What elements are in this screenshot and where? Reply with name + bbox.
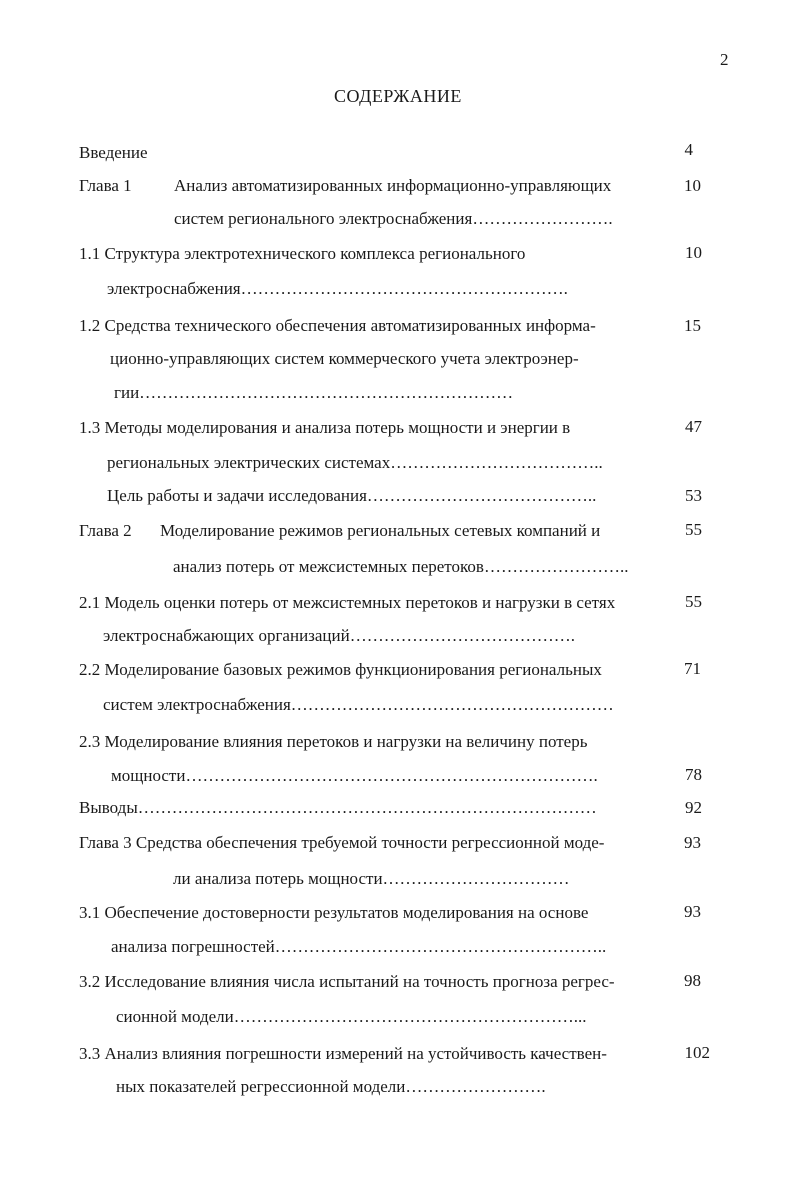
toc-page-number: 102 [684, 1043, 710, 1062]
toc-page-number: 93 [684, 902, 701, 921]
toc-line: 1.3 Методы моделирования и анализа потерь мощности и энергии в [79, 418, 571, 437]
toc-chapter-label: Глава 2 [79, 521, 132, 540]
toc-line: мощности………………………………………………………………. [111, 766, 598, 785]
page-number: 2 [720, 50, 729, 69]
toc-line: Анализ автоматизированных информационно-управляющих [174, 176, 612, 195]
toc-line: 3.1 Обеспечение достоверности результатов моделирования на основе [79, 903, 589, 922]
toc-page-number: 55 [685, 520, 702, 539]
toc-line: 2.2 Моделирование базовых режимов функционирования региональных [79, 660, 602, 679]
toc-line: электроснабжения…………………………………………………. [107, 279, 568, 298]
toc-line: Введение [79, 143, 148, 162]
toc-line: Цель работы и задачи исследования………………………………….. [107, 486, 597, 505]
toc-line: 1.1 Структура электротехнического комплекса регионального [79, 244, 526, 263]
toc-page-number: 78 [685, 765, 702, 784]
toc-line: ных показателей регрессионной модели……………………. [116, 1077, 546, 1096]
toc-line: региональных электрических системах……………………………….. [107, 453, 603, 472]
toc-page-number: 4 [684, 140, 693, 159]
toc-page-number: 55 [685, 592, 702, 611]
toc-line: электроснабжающих организаций…………………………………. [103, 626, 575, 645]
toc-page-number: 10 [684, 176, 701, 195]
toc-line: систем регионального электроснабжения……………………. [174, 209, 613, 228]
toc-line: Глава 3 Средства обеспечения требуемой точности регрессионной моде- [79, 833, 605, 852]
toc-line: сионной модели……………………………………………………... [116, 1007, 587, 1026]
toc-page-number: 47 [685, 417, 702, 436]
toc-page-number: 10 [685, 243, 702, 262]
toc-line: 1.2 Средства технического обеспечения автоматизированных информа- [79, 316, 596, 335]
toc-line: ционно-управляющих систем коммерческого учета электроэнер- [110, 349, 579, 368]
toc-line: систем электроснабжения………………………………………………… [103, 695, 614, 714]
toc-line: гии………………………………………………………… [114, 383, 514, 402]
toc-line: анализа погрешностей………………………………………………….. [111, 937, 607, 956]
toc-line: 3.3 Анализ влияния погрешности измерений на устойчивость качествен- [79, 1044, 607, 1063]
toc-page-number: 71 [684, 659, 701, 678]
toc-page-number: 98 [684, 971, 701, 990]
toc-page-number: 53 [685, 486, 702, 505]
toc-line: анализ потерь от межсистемных перетоков…………………….. [173, 557, 629, 576]
toc-line: 2.3 Моделирование влияния перетоков и нагрузки на величину потерь [79, 732, 588, 751]
toc-chapter-label: Глава 1 [79, 176, 132, 195]
toc-page-number: 93 [684, 833, 701, 852]
toc-page-number: 92 [685, 798, 702, 817]
toc-line: 3.2 Исследование влияния числа испытаний на точность прогноза регрес- [79, 972, 615, 991]
toc-line: Выводы……………………………………………………………………… [79, 798, 597, 817]
page-title: СОДЕРЖАНИЕ [334, 86, 462, 106]
toc-line: ли анализа потерь мощности…………………………… [173, 869, 570, 888]
toc-line: Моделирование режимов региональных сетевых компаний и [160, 521, 601, 540]
toc-page-number: 15 [684, 316, 701, 335]
toc-line: 2.1 Модель оценки потерь от межсистемных перетоков и нагрузки в сетях [79, 593, 616, 612]
